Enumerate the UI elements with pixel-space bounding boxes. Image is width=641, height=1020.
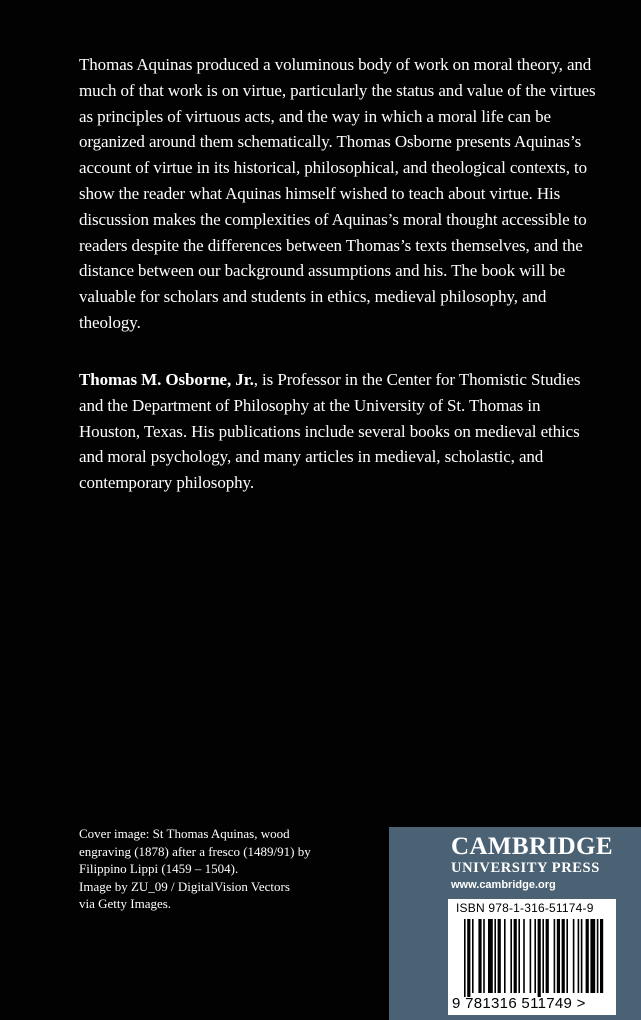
author-bio-text: , is Professor in the Center for Thomistic Studies and the Department of Philosophy at the University of St. Thomas in Houston, Texas. His publications include several books on medieval ethics and moral psychology, and many articles in medieval, scholastic, and contemporary philosophy. [79,370,581,493]
barcode-bar [518,919,520,993]
credit-line: Image by ZU_09 / DigitalVision Vectors [79,878,290,894]
barcode-bar [562,919,565,993]
barcode-bar [538,919,541,997]
barcode-bar [554,919,556,993]
barcode-bar [546,919,549,993]
barcode-bar [557,919,560,993]
barcode-bar [590,919,595,993]
publisher-url: www.cambridge.org [451,879,556,891]
barcode-bar [600,919,603,993]
barcode-bar [472,919,474,993]
publisher-subtitle: UNIVERSITY PRESS [451,860,600,876]
description-text: Thomas Aquinas produced a voluminous body of work on moral theory, and much of that work is on virtue, particularly the status and value of the virtues as principles of virtuous acts, and the way in which a moral life can be organized around them schematically. Thomas Osborne presents Aquinas’s account of virtue in its historical, philosophical, and theological contexts, to show the reader what Aquinas himself wished to teach about virtue. His discussion makes the complexities of Aquinas’s moral thought accessible to readers despite the differences between Thomas’s texts themselves, and the distance between our background assumptions and his. The book will be valuable for scholars and students in ethics, medieval philosophy, and theology. [79,55,596,332]
barcode-bar [483,919,485,993]
barcode-bar [514,919,517,993]
book-description [79,52,599,336]
barcode-bar [478,919,481,993]
credit-line: Cover image: St Thomas Aquinas, wood [79,826,290,841]
credit-line: engraving (1878) after a fresco (1489/91) by [79,843,311,859]
isbn-label: ISBN 978-1-316-51174-9 [456,901,594,915]
barcode-bar [534,919,536,993]
barcode-bar [523,919,525,993]
barcode-bar [586,919,589,993]
barcode-digits: 9 781316 511749 > [452,995,586,1012]
author-name: Thomas M. Osborne, Jr. [79,370,254,389]
credit-line: Filippino Lippi (1459 – 1504). [79,861,239,877]
barcode-bar [494,919,496,993]
barcode-bar [464,919,466,997]
barcode-bar [573,919,575,993]
cover-credit [79,825,339,913]
barcode-bar [530,919,532,993]
barcode-bar [581,919,583,993]
publisher-name: CAMBRIDGE [451,833,613,860]
barcode-bar [488,919,493,993]
barcode-bar [498,919,501,993]
barcode-bar [542,919,544,993]
barcode-bar [578,919,580,993]
barcode-bar [597,919,599,993]
barcode [448,899,616,1015]
barcode-bar [566,919,568,993]
publisher-panel [389,827,641,1020]
author-bio [79,367,599,496]
credit-line: via Getty Images. [79,896,172,912]
barcode-bar [504,919,506,993]
barcode-bar [467,919,470,997]
barcode-bar [510,919,512,993]
